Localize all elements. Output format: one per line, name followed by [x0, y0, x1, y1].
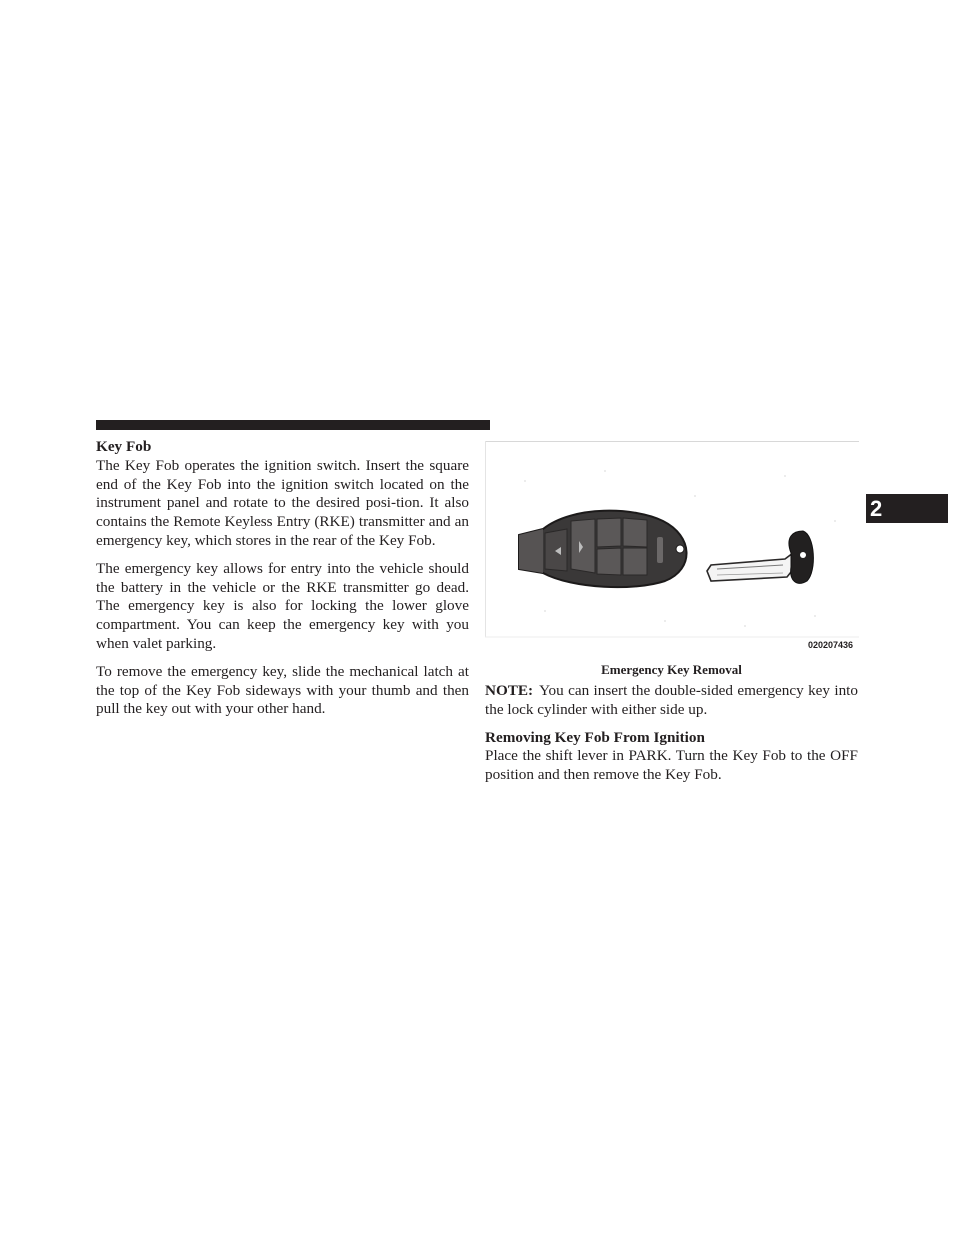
key-fob-paragraph-1: The Key Fob operates the ignition switch. Insert the square end of the Key Fob into the ignition switch located on the instrument panel and rotate to the desired posi-tion. It also contains the Remote Keyless Entry (RKE) transmitter and an emergency key, which stores in the rear of the Key Fob.: [96, 456, 469, 549]
chapter-tab: 2: [866, 494, 948, 523]
figure-code: 020207436: [807, 640, 853, 650]
removing-key-fob-paragraph: Place the shift lever in PARK. Turn the Key Fob to the OFF position and then remove the Key Fob.: [485, 747, 858, 784]
key-fob-paragraph-2: The emergency key allows for entry into the vehicle should the battery in the vehicle or the RKE transmitter go dead. The emergency key is also for locking the lower glove compartment. You can keep the emergency key with you when valet parking.: [96, 559, 469, 652]
key-fob-paragraph-3: To remove the emergency key, slide the mechanical latch at the top of the Key Fob sideways with your thumb and then pull the key out with your other hand.: [96, 662, 469, 718]
note-text: You can insert the double-sided emergency key into the lock cylinder with either side up.: [485, 682, 858, 718]
note-label: NOTE:: [485, 682, 534, 699]
section-rule: [96, 420, 490, 430]
emergency-key-figure: [485, 441, 859, 659]
removing-key-fob-heading: Removing Key Fob From Ignition: [485, 728, 705, 746]
figure-caption: Emergency Key Removal: [601, 662, 742, 677]
note-paragraph: [485, 682, 858, 720]
left-column: [96, 438, 469, 728]
right-column: [485, 682, 858, 794]
key-fob-illustration: [485, 441, 859, 659]
key-fob-heading: Key Fob: [96, 438, 152, 455]
